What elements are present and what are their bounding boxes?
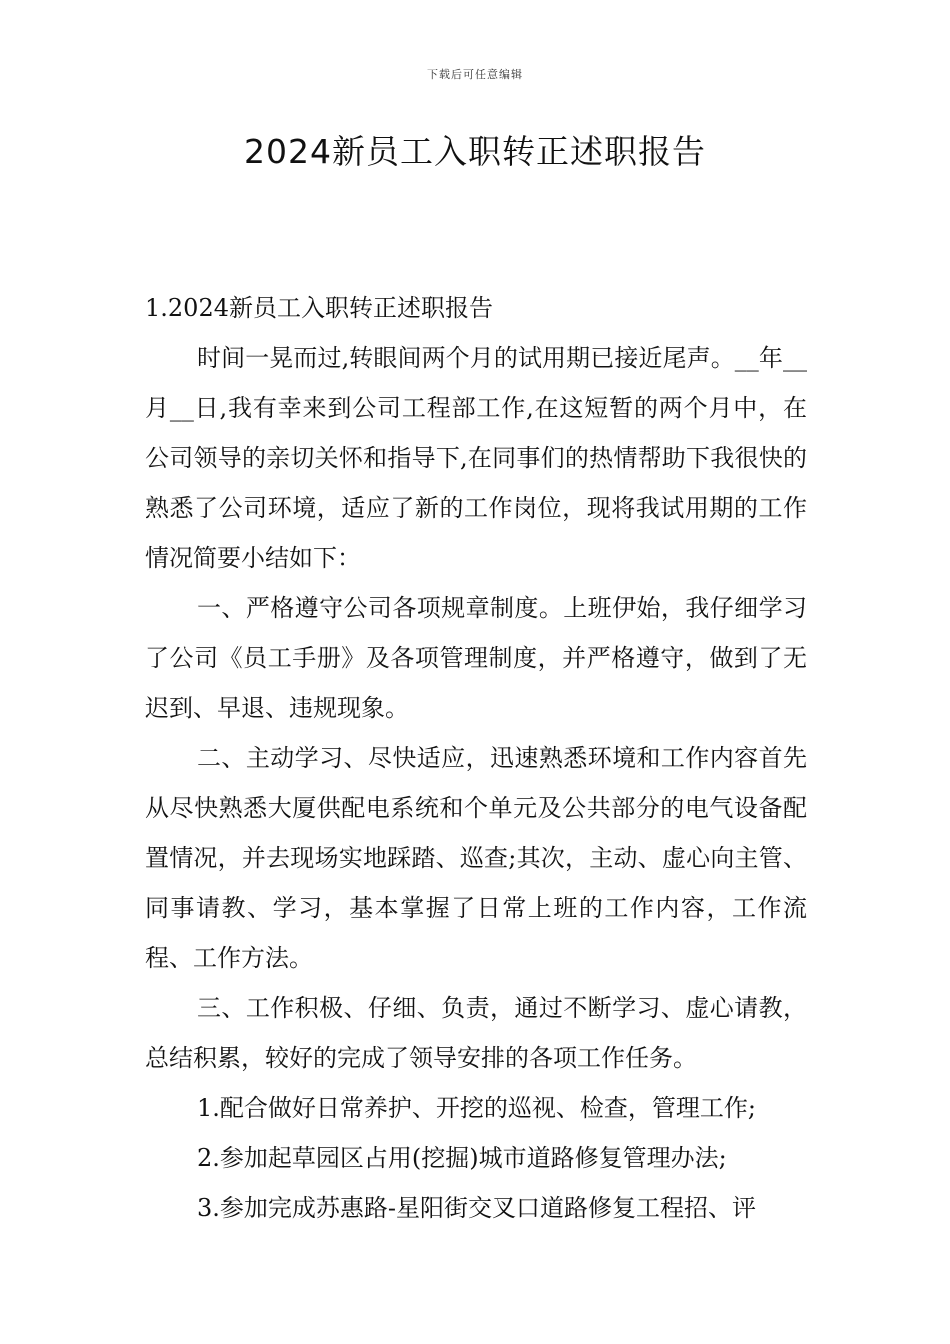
document-title: 2024新员工入职转正述职报告 (244, 132, 706, 171)
section-heading: 1.2024新员工入职转正述职报告 (145, 294, 493, 322)
document-body (145, 283, 807, 1233)
paragraph-work: 三、工作积极、仔细、负责，通过不断学习、虚心请教，总结积累，较好的完成了领导安排的各项工作任务。 (145, 994, 807, 1072)
list-item: 1.配合做好日常养护、开挖的巡视、检查，管理工作; (197, 1094, 756, 1122)
paragraph-intro: 时间一晃而过,转眼间两个月的试用期已接近尾声。__年__月__日,我有幸来到公司工程部工作,在这短暂的两个月中，在公司领导的亲切关怀和指导下,在同事们的热情帮助下我很快的熟悉了公司环境，适应了新的工作岗位，现将我试用期的工作情况简要小结如下： (145, 344, 807, 572)
list-item: 3.参加完成苏惠路-星阳街交叉口道路修复工程招、评 (197, 1194, 757, 1222)
list-item: 2.参加起草园区占用(挖掘)城市道路修复管理办法; (197, 1144, 727, 1172)
paragraph-rules: 一、严格遵守公司各项规章制度。上班伊始，我仔细学习了公司《员工手册》及各项管理制度，并严格遵守，做到了无迟到、早退、违规现象。 (145, 594, 807, 722)
paragraph-learning: 二、主动学习、尽快适应，迅速熟悉环境和工作内容首先从尽快熟悉大厦供配电系统和个单元及公共部分的电气设备配置情况，并去现场实地踩踏、巡查;其次，主动、虚心向主管、同事请教、学习，基本掌握了日常上班的工作内容，工作流程、工作方法。 (145, 744, 807, 972)
header-note: 下载后可任意编辑 (427, 68, 523, 81)
